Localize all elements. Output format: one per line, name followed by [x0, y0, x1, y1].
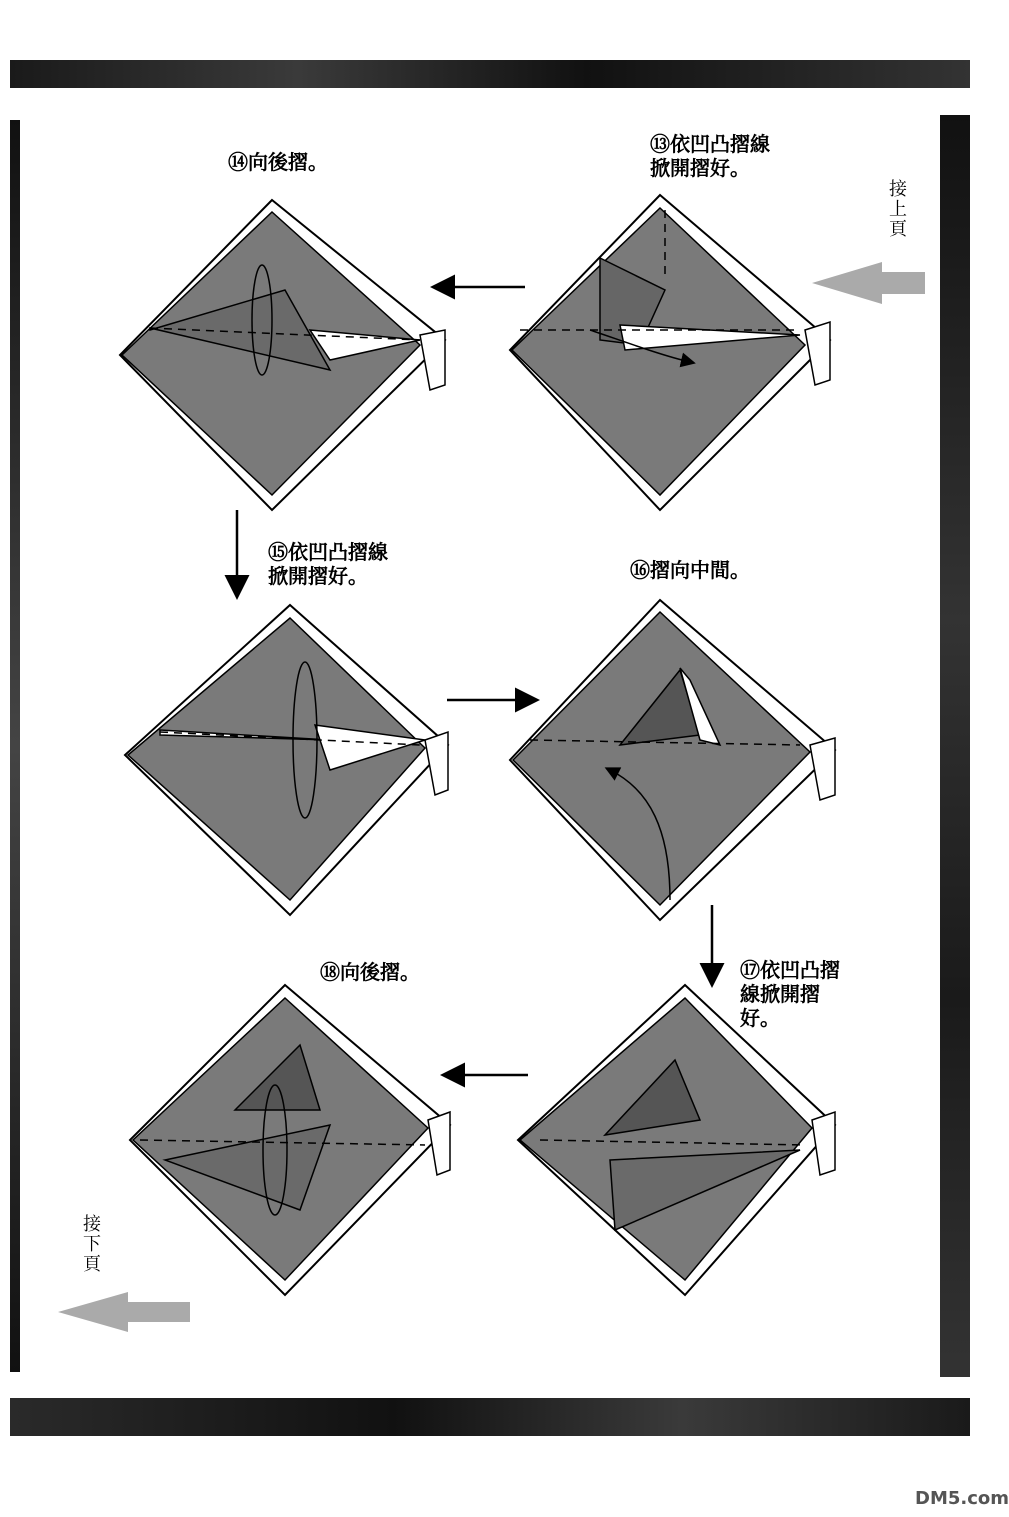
- continue-to-label: 接下頁: [83, 1214, 101, 1275]
- step15-diagram: [125, 605, 448, 915]
- step14-label: ⑭向後摺。: [228, 150, 328, 174]
- step17-diagram: [518, 985, 835, 1295]
- step16-label: ⑯摺向中間。: [630, 558, 750, 582]
- step17-label: ⑰依凹凸摺 線掀開摺 好。: [740, 958, 840, 1030]
- step18-diagram: [130, 985, 450, 1295]
- continue-from-label: 接上頁: [889, 179, 907, 240]
- step13-diagram: [510, 195, 830, 510]
- site-watermark: DM5.com: [915, 1488, 1009, 1509]
- continue-to-arrow: [58, 1292, 190, 1332]
- step14-diagram: [120, 200, 445, 510]
- continue-from-arrow: [812, 262, 925, 304]
- step18-label: ⑱向後摺。: [320, 960, 420, 984]
- step15-label: ⑮依凹凸摺線 掀開摺好。: [268, 540, 388, 588]
- step13-label: ⑬依凹凸摺線 掀開摺好。: [650, 132, 770, 180]
- step16-diagram: [510, 600, 835, 920]
